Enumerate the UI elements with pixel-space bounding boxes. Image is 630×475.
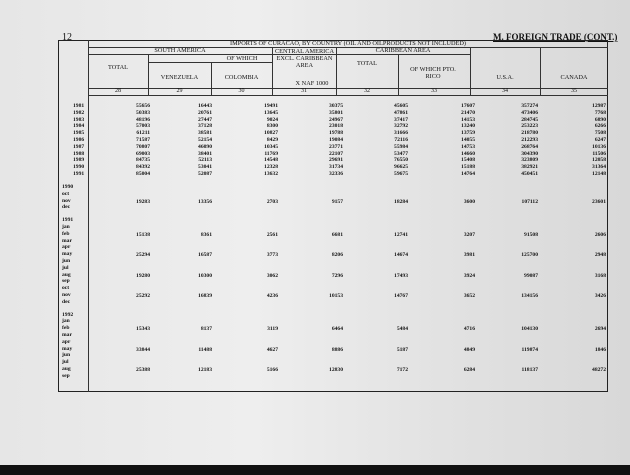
table-cell: 8429 — [266, 137, 278, 143]
table-cell: 3426 — [594, 293, 606, 299]
table-cell: 14548 — [264, 157, 278, 164]
table-cell: 71587 — [136, 137, 150, 143]
table-cell: 14767 — [394, 293, 408, 299]
table-cell: 19280 — [136, 272, 150, 279]
month-label: feb — [62, 325, 70, 332]
month-label: oct — [62, 285, 70, 292]
block-year: 1991 — [62, 217, 74, 224]
table-cell: 284745 — [521, 116, 538, 123]
rule — [88, 95, 608, 96]
table-cell: 3924 — [463, 272, 475, 279]
month-label: mar — [62, 332, 72, 338]
table-cell: 15343 — [136, 326, 150, 333]
table-cell: 99087 — [524, 272, 538, 279]
table-cell: 84735 — [136, 157, 150, 164]
table-cell: 13632 — [264, 171, 278, 177]
table-cell: 268764 — [521, 143, 538, 150]
table-cell: 13645 — [264, 109, 278, 116]
month-label: jan — [62, 318, 70, 325]
month-label: oct — [62, 190, 70, 197]
table-cell: 9024 — [266, 116, 278, 123]
table-cell: 10300 — [198, 272, 212, 279]
column-number: 28 — [115, 88, 121, 94]
col-header-caribbean-total: TOTAL — [356, 60, 378, 67]
row-year: 1984 — [73, 123, 85, 130]
row-year: 1985 — [73, 130, 85, 137]
table-cell: 12987 — [592, 103, 606, 109]
table-cell: 55656 — [136, 103, 150, 109]
table-cell: 14660 — [461, 150, 475, 157]
table-cell: 134156 — [521, 293, 538, 299]
table-cell: 5484 — [396, 326, 408, 333]
table-cell: 16587 — [198, 252, 212, 259]
rule — [336, 54, 470, 55]
table-cell: 52087 — [198, 171, 212, 177]
table-cell: 45605 — [394, 103, 408, 109]
table-cell: 14674 — [394, 252, 408, 259]
table-cell: 27447 — [198, 116, 212, 123]
table-cell: 19084 — [329, 137, 343, 143]
month-label: aug — [62, 271, 71, 278]
table-cell: 57003 — [136, 123, 150, 130]
month-label: jun — [62, 352, 71, 359]
table-cell: 357274 — [521, 103, 538, 109]
table-cell: 2703 — [266, 198, 278, 205]
col-header-pto-rico: OF WHICH PTO. RICO — [410, 66, 456, 80]
table-cell: 23018 — [329, 123, 343, 130]
table-cell: 119874 — [521, 346, 538, 353]
table-cell: 37128 — [198, 123, 212, 130]
table-cell: 2694 — [594, 326, 606, 333]
table-cell: 23771 — [329, 143, 343, 150]
table-cell: 3773 — [266, 252, 278, 259]
table-cell: 7172 — [396, 367, 408, 373]
table-cell: 11488 — [198, 346, 212, 353]
month-label: aug — [62, 366, 71, 372]
column-number: 29 — [176, 88, 183, 94]
scan-border — [0, 465, 630, 475]
row-year: 1990 — [73, 164, 85, 171]
month-label: may — [62, 251, 73, 258]
block-year: 1992 — [62, 311, 74, 318]
page-number: 12 — [62, 32, 72, 43]
month-label: jul — [62, 264, 69, 271]
month-label: may — [62, 345, 73, 352]
table-cell: 32792 — [394, 123, 408, 130]
table-cell: 7768 — [594, 109, 606, 116]
month-label: nov — [62, 197, 71, 204]
month-label: jul — [62, 359, 69, 366]
table-cell: 20761 — [198, 109, 212, 116]
table-cell: 25388 — [136, 367, 150, 373]
row-year: 1991 — [73, 171, 85, 177]
table-cell: 12183 — [198, 367, 212, 373]
table-cell: 19788 — [329, 130, 343, 137]
table-cell: 473406 — [521, 109, 538, 116]
block-year: 1990 — [62, 184, 74, 190]
table-cell: 10153 — [329, 293, 343, 299]
table-cell: 304390 — [521, 150, 538, 157]
table-cell: 31734 — [329, 164, 343, 171]
table-cell: 4627 — [266, 346, 278, 353]
month-label: feb — [62, 230, 70, 237]
table-cell: 16443 — [198, 103, 212, 109]
table-cell: 212293 — [521, 137, 538, 143]
column-number: 34 — [502, 88, 508, 94]
table-cell: 38581 — [198, 130, 212, 137]
table-cell: 69003 — [136, 150, 150, 157]
table-cell: 59675 — [394, 171, 408, 177]
group-central-america: CENTRAL AMERICA EXCL. CARIBBEAN AREA — [274, 48, 335, 69]
table-cell: 76550 — [394, 157, 408, 164]
rule — [148, 62, 272, 63]
table-cell: 15138 — [136, 231, 150, 238]
col-header-venezuela: VENEZUELA — [160, 74, 199, 81]
month-label: nov — [62, 292, 71, 298]
table-cell: 3207 — [463, 231, 475, 238]
table-cell: 6890 — [594, 116, 606, 123]
table-cell: 22107 — [329, 150, 343, 157]
table-cell: 70807 — [136, 143, 150, 150]
table-cell: 107112 — [521, 198, 538, 205]
table-cell: 3168 — [594, 272, 606, 279]
table-cell: 9157 — [331, 198, 343, 205]
table-cell: 7508 — [594, 130, 606, 137]
table-cell: 12148 — [592, 171, 606, 177]
table-cell: 84392 — [136, 164, 150, 171]
table-cell: 53041 — [198, 164, 212, 171]
table-cell: 6247 — [594, 137, 606, 143]
table-cell: 3600 — [463, 198, 475, 205]
table-cell: 12830 — [329, 367, 343, 373]
table-cell: 31364 — [592, 164, 606, 171]
month-label: dec — [62, 298, 71, 305]
table-cell: 6681 — [331, 231, 343, 238]
table-cell: 11506 — [592, 150, 606, 157]
month-label: mar — [62, 237, 72, 244]
table-cell: 10136 — [592, 143, 606, 150]
group-south-america: SOUTH AMERICA — [154, 47, 206, 54]
column-number: 31 — [301, 88, 307, 94]
table-cell: 253223 — [521, 123, 538, 130]
table-cell: 32336 — [329, 171, 343, 177]
table-cell: 2948 — [594, 252, 606, 259]
table-cell: 3119 — [267, 326, 278, 333]
table-cell: 50383 — [136, 109, 150, 116]
month-label: sep — [62, 372, 70, 379]
column-number: 30 — [238, 88, 245, 94]
table-cell: 12058 — [592, 157, 606, 164]
table-cell: 38401 — [198, 150, 212, 157]
row-year: 1989 — [73, 157, 85, 164]
col-header-canada: CANADA — [560, 74, 588, 81]
table-cell: 6284 — [463, 367, 475, 373]
table-cell: 5166 — [266, 367, 278, 373]
table-cell: 16839 — [198, 293, 212, 299]
table-cell: 17607 — [461, 103, 475, 109]
table-cell: 8300 — [266, 123, 278, 130]
table-cell: 8206 — [331, 252, 343, 259]
table-cell: 12328 — [264, 164, 278, 171]
month-label: apr — [62, 244, 71, 251]
table-cell: 29691 — [329, 157, 343, 164]
table-cell: 11769 — [264, 150, 278, 157]
table-cell: 8137 — [200, 326, 212, 333]
table-cell: 118137 — [521, 367, 538, 373]
col-header-colombia: COLOMBIA — [224, 74, 259, 81]
table-cell: 13240 — [461, 123, 475, 130]
table-cell: 3981 — [463, 252, 475, 259]
table-cell: 6464 — [331, 326, 343, 333]
table-cell: 53477 — [394, 150, 408, 157]
table-cell: 5187 — [396, 346, 408, 353]
table-cell: 14764 — [461, 171, 475, 177]
table-cell: 14753 — [461, 143, 475, 150]
table-cell: 104130 — [521, 326, 538, 333]
table-cell: 2606 — [594, 231, 606, 238]
table-cell: 8361 — [200, 231, 212, 238]
month-label: apr — [62, 338, 71, 345]
month-label: dec — [62, 204, 71, 211]
table-cell: 13356 — [198, 198, 212, 205]
table-cell: 4236 — [266, 293, 278, 299]
table-cell: 2561 — [266, 231, 278, 238]
row-year: 1987 — [73, 143, 85, 150]
table-cell: 31666 — [394, 130, 408, 137]
table-cell: 13759 — [461, 130, 475, 137]
table-cell: 85004 — [136, 171, 150, 177]
table-cell: 18284 — [394, 198, 408, 205]
row-year: 1986 — [73, 137, 85, 143]
group-of-which: OF WHICH — [226, 55, 258, 62]
table-cell: 37417 — [394, 116, 408, 123]
table-cell: 4716 — [463, 326, 475, 333]
table-cell: 14055 — [461, 137, 475, 143]
table-cell: 15408 — [461, 157, 475, 164]
unit-label: X NAF 1000 — [295, 80, 329, 87]
table-cell: 1846 — [594, 346, 606, 353]
table-cell: 25292 — [136, 293, 150, 299]
table-cell: 450451 — [521, 171, 538, 177]
table-cell: 55984 — [394, 143, 408, 150]
table-cell: 24967 — [329, 116, 343, 123]
table-cell: 15188 — [461, 164, 475, 171]
row-year: 1981 — [73, 103, 85, 109]
table-cell: 3652 — [463, 293, 475, 299]
table-cell: 48196 — [136, 116, 150, 123]
col-header-usa: U.S.A. — [496, 74, 514, 81]
table-cell: 14153 — [461, 116, 475, 123]
column-number: 32 — [364, 88, 370, 94]
table-cell: 218780 — [521, 130, 538, 137]
table-title: IMPORTS OF CURACAO, BY COUNTRY (OIL AND OILPRODUCTS NOT INCLUDED) — [230, 40, 466, 47]
table-cell: 91508 — [524, 231, 538, 238]
table-cell: 52154 — [198, 137, 212, 143]
table-cell: 33844 — [136, 346, 150, 353]
row-year: 1982 — [73, 109, 85, 116]
section-title: M. FOREIGN TRADE (CONT.) — [493, 32, 618, 42]
table-cell: 12741 — [394, 231, 408, 238]
table-cell: 25294 — [136, 252, 150, 259]
table-cell: 3062 — [266, 272, 278, 279]
table-cell: 48272 — [592, 367, 606, 373]
row-year: 1983 — [73, 116, 85, 123]
table-cell: 35801 — [329, 109, 343, 116]
table-cell: 323809 — [521, 157, 538, 164]
table-cell: 19491 — [264, 103, 278, 109]
month-label: jan — [62, 224, 70, 230]
table-cell: 47861 — [394, 109, 408, 116]
month-label: jun — [62, 258, 71, 264]
table-cell: 382921 — [521, 164, 538, 171]
row-year: 1988 — [73, 150, 85, 157]
column-number: 35 — [571, 88, 577, 94]
table-cell: 8886 — [331, 346, 343, 353]
table-cell: 30375 — [329, 103, 343, 109]
table-cell: 46090 — [198, 143, 212, 150]
table-cell: 6266 — [594, 123, 606, 130]
table-cell: 61211 — [136, 130, 150, 137]
col-header-total: TOTAL — [107, 64, 129, 71]
table-cell: 4849 — [463, 346, 475, 353]
table-cell: 72116 — [394, 137, 408, 143]
table-cell: 10827 — [264, 130, 278, 137]
table-cell: 23601 — [592, 198, 606, 205]
table-cell: 7296 — [331, 272, 343, 279]
table-cell: 10345 — [264, 143, 278, 150]
table-cell: 96625 — [394, 164, 408, 171]
table-cell: 21470 — [461, 109, 475, 116]
month-label: sep — [62, 278, 70, 285]
group-caribbean-area: CARIBBEAN AREA — [375, 47, 431, 54]
table-cell: 17493 — [394, 272, 408, 279]
table-cell: 52113 — [198, 157, 212, 164]
table-cell: 125700 — [521, 252, 538, 259]
table-cell: 19283 — [136, 198, 150, 205]
column-number: 33 — [431, 88, 437, 94]
